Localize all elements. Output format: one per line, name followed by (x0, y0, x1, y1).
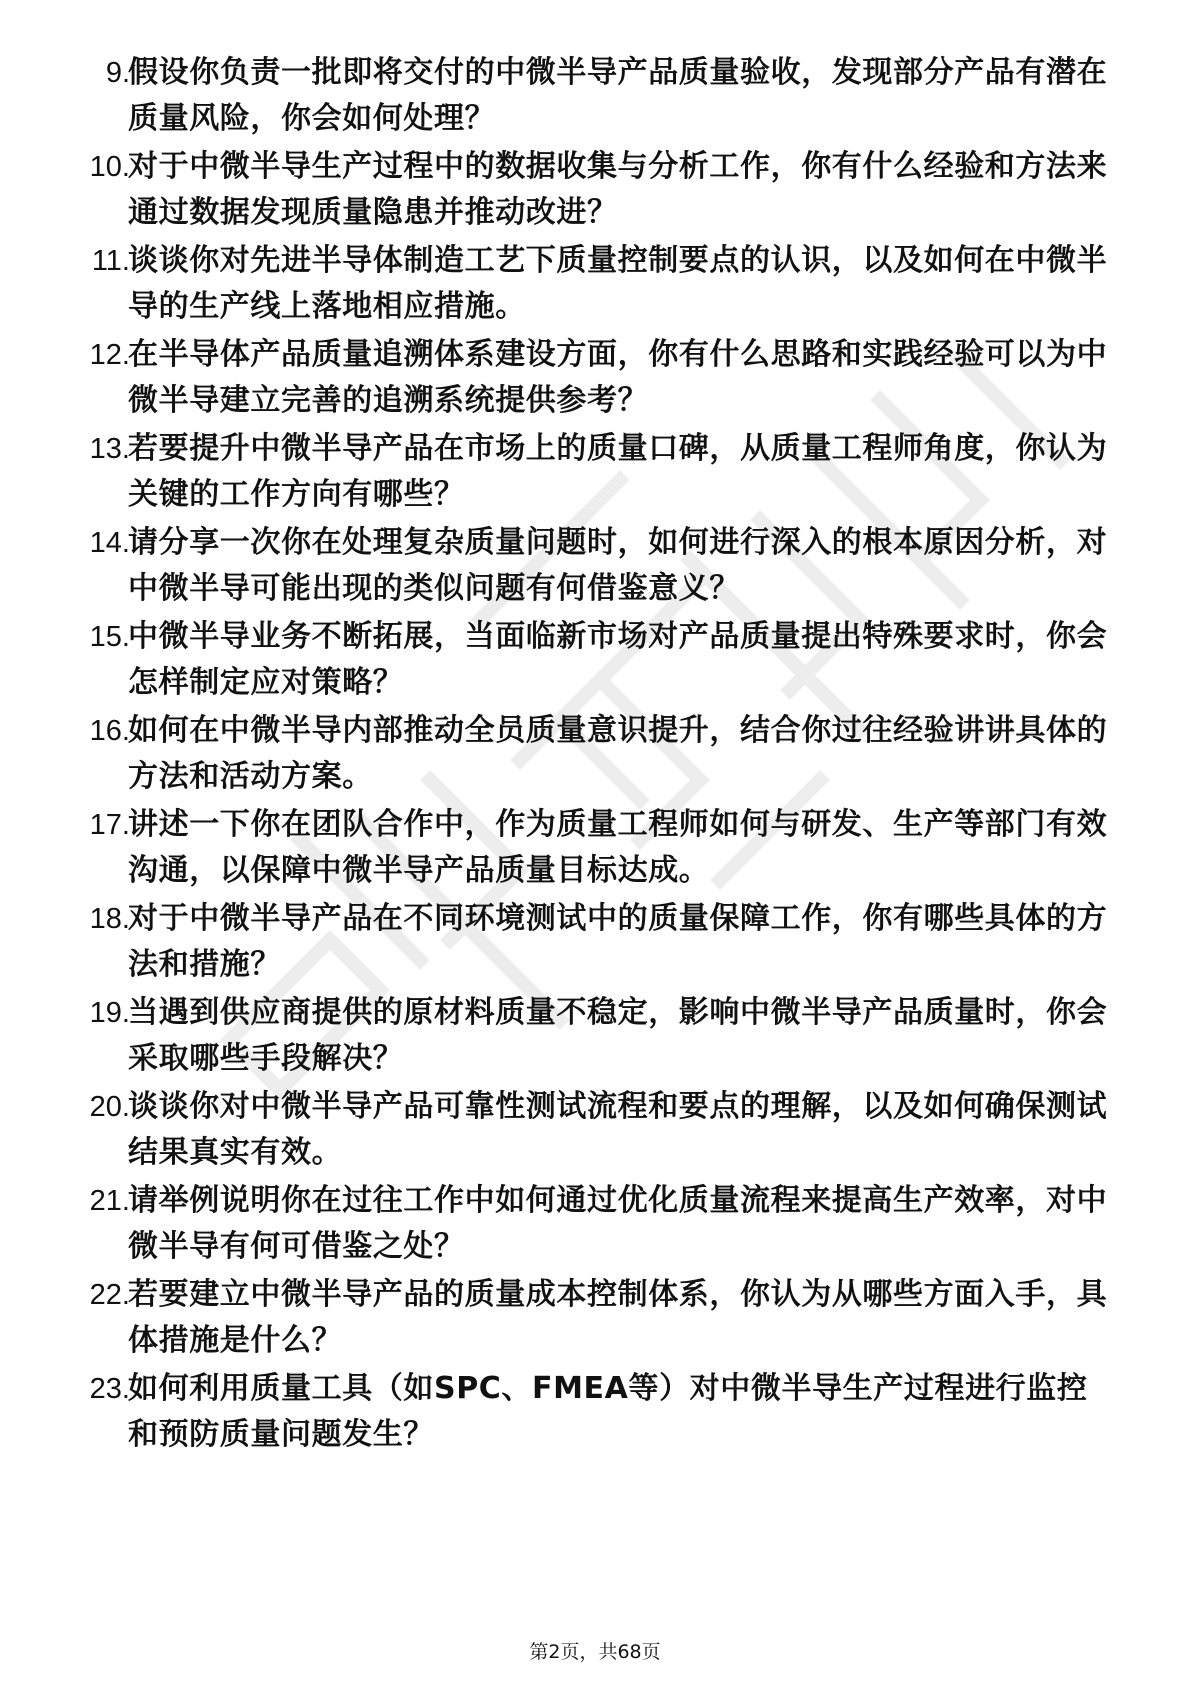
list-item (0, 238, 1190, 332)
question-number: 9. (105, 57, 130, 89)
question-text: 如何在中微半导内部推动全员质量意识提升，结合你过往经验讲讲具体的方法和活动方案。 (128, 713, 1108, 794)
question-text: 对于中微半导产品在不同环境测试中的质量保障工作，你有哪些具体的方法和措施？ (128, 901, 1108, 982)
question-text: 若要提升中微半导产品在市场上的质量口碑，从质量工程师角度，你认为关键的工作方向有哪些？ (128, 431, 1108, 512)
list-item (0, 802, 1190, 896)
question-text: 假设你负责一批即将交付的中微半导产品质量验收，发现部分产品有潜在质量风险，你会如何处理？ (128, 55, 1108, 136)
question-text: 谈谈你对先进半导体制造工艺下质量控制要点的认识，以及如何在中微半导的生产线上落地相应措施。 (128, 243, 1108, 324)
page-footer (0, 1640, 1190, 1664)
question-text: 谈谈你对中微半导产品可靠性测试流程和要点的理解，以及如何确保测试结果真实有效。 (128, 1089, 1108, 1170)
question-number: 13. (89, 433, 130, 465)
question-number: 12. (89, 339, 130, 371)
question-number: 18. (89, 903, 130, 935)
list-item (0, 1084, 1190, 1178)
list-item (0, 1178, 1190, 1272)
question-text: 请分享一次你在处理复杂质量问题时，如何进行深入的根本原因分析，对中微半导可能出现的类似问题有何借鉴意义？ (128, 525, 1108, 606)
question-number: 22. (89, 1279, 130, 1311)
question-text: 如何利用质量工具（如SPC、FMEA等）对中微半导生产过程进行监控和预防质量问题发生？ (128, 1371, 1088, 1452)
question-list (0, 50, 1190, 1460)
list-item (0, 332, 1190, 426)
list-item (0, 1366, 1190, 1460)
question-number: 17. (89, 809, 130, 841)
question-number: 20. (89, 1091, 130, 1123)
question-number: 10. (89, 151, 130, 183)
question-number: 11. (91, 245, 130, 277)
list-item (0, 144, 1190, 238)
question-text: 中微半导业务不断拓展，当面临新市场对产品质量提出特殊要求时，你会怎样制定应对策略？ (128, 619, 1108, 700)
question-text: 讲述一下你在团队合作中，作为质量工程师如何与研发、生产等部门有效沟通，以保障中微半导产品质量目标达成。 (128, 807, 1108, 888)
question-number: 16. (89, 715, 130, 747)
question-number: 23. (89, 1373, 130, 1405)
list-item (0, 990, 1190, 1084)
question-number: 15. (89, 621, 130, 653)
list-item (0, 520, 1190, 614)
page-number-label: 第2页，共68页 (529, 1641, 661, 1663)
question-number: 14. (89, 527, 130, 559)
question-text: 若要建立中微半导产品的质量成本控制体系，你认为从哪些方面入手，具体措施是什么？ (128, 1277, 1108, 1358)
question-text: 对于中微半导生产过程中的数据收集与分析工作，你有什么经验和方法来通过数据发现质量隐患并推动改进？ (128, 149, 1108, 230)
question-text: 请举例说明你在过往工作中如何通过优化质量流程来提高生产效率，对中微半导有何可借鉴之处？ (128, 1183, 1108, 1264)
question-text: 在半导体产品质量追溯体系建设方面，你有什么思路和实践经验可以为中微半导建立完善的追溯系统提供参考？ (128, 337, 1108, 418)
question-text: 当遇到供应商提供的原材料质量不稳定，影响中微半导产品质量时，你会采取哪些手段解决？ (128, 995, 1108, 1076)
list-item (0, 614, 1190, 708)
list-item (0, 50, 1190, 144)
question-number: 19. (89, 997, 130, 1029)
list-item (0, 426, 1190, 520)
list-item (0, 1272, 1190, 1366)
question-number: 21. (89, 1185, 130, 1217)
list-item (0, 896, 1190, 990)
list-item (0, 708, 1190, 802)
